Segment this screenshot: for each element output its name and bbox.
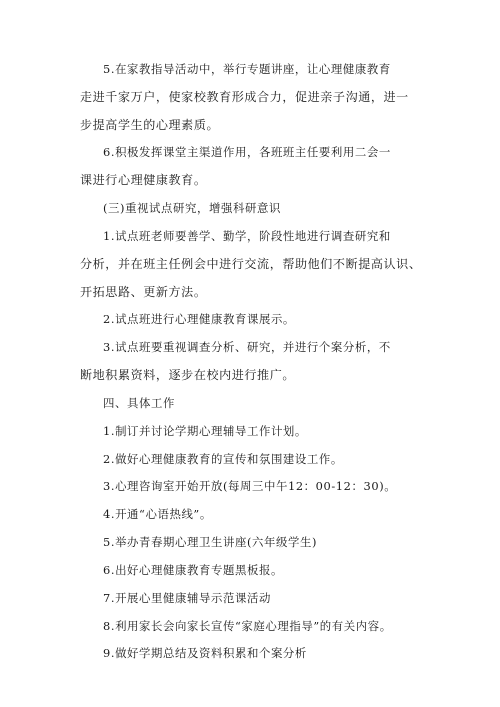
paragraph-line: 3.试点班要重视调查分析、研究，并进行个案分析，不 (103, 340, 391, 354)
list-item: 6.出好心理健康教育专题黑板报。 (103, 563, 283, 577)
list-item: 4.开通“心语热线”。 (103, 507, 212, 521)
paragraph-line: 走进千家万户，使家校教育形成合力，促进亲子沟通，进一 (80, 90, 409, 104)
list-item: 1.制订并讨论学期心理辅导工作计划。 (103, 424, 307, 438)
paragraph-line: 5.在家教指导活动中，举行专题讲座，让心理健康教育 (103, 62, 391, 76)
list-item: 5.举办青春期心理卫生讲座(六年级学生) (103, 535, 318, 549)
list-item: 2.做好心理健康教育的宣传和氛围建设工作。 (103, 452, 343, 466)
section-heading: 四、具体工作 (103, 396, 175, 410)
paragraph-line: 6.积极发挥课堂主渠道作用，各班班主任要利用二会一 (103, 145, 391, 159)
section-heading: (三)重视试点研究，增强科研意识 (103, 201, 281, 215)
paragraph-line: 断地积累资料，逐步在校内进行推广。 (80, 368, 295, 382)
paragraph-line: 开拓思路、更新方法。 (80, 285, 207, 299)
paragraph-line: 2.试点班进行心理健康教育课展示。 (103, 312, 295, 326)
paragraph-line: 1.试点班老师要善学、勤学，阶段性地进行调查研究和 (103, 229, 391, 243)
paragraph-line: 课进行心理健康教育。 (80, 173, 207, 187)
list-item: 3.心理咨询室开始开放(每周三中午12：00-12：30)。 (103, 479, 397, 493)
paragraph-line: 分析，并在班主任例会中进行交流，帮助他们不断提高认识、 (80, 257, 422, 271)
list-item: 7.开展心里健康辅导示范课活动 (103, 591, 271, 605)
list-item: 9.做好学期总结及资料积累和个案分析 (103, 646, 307, 660)
list-item: 8.利用家长会向家长宣传“家庭心理指导”的有关内容。 (103, 619, 392, 633)
paragraph-line: 步提高学生的心理素质。 (80, 118, 220, 132)
